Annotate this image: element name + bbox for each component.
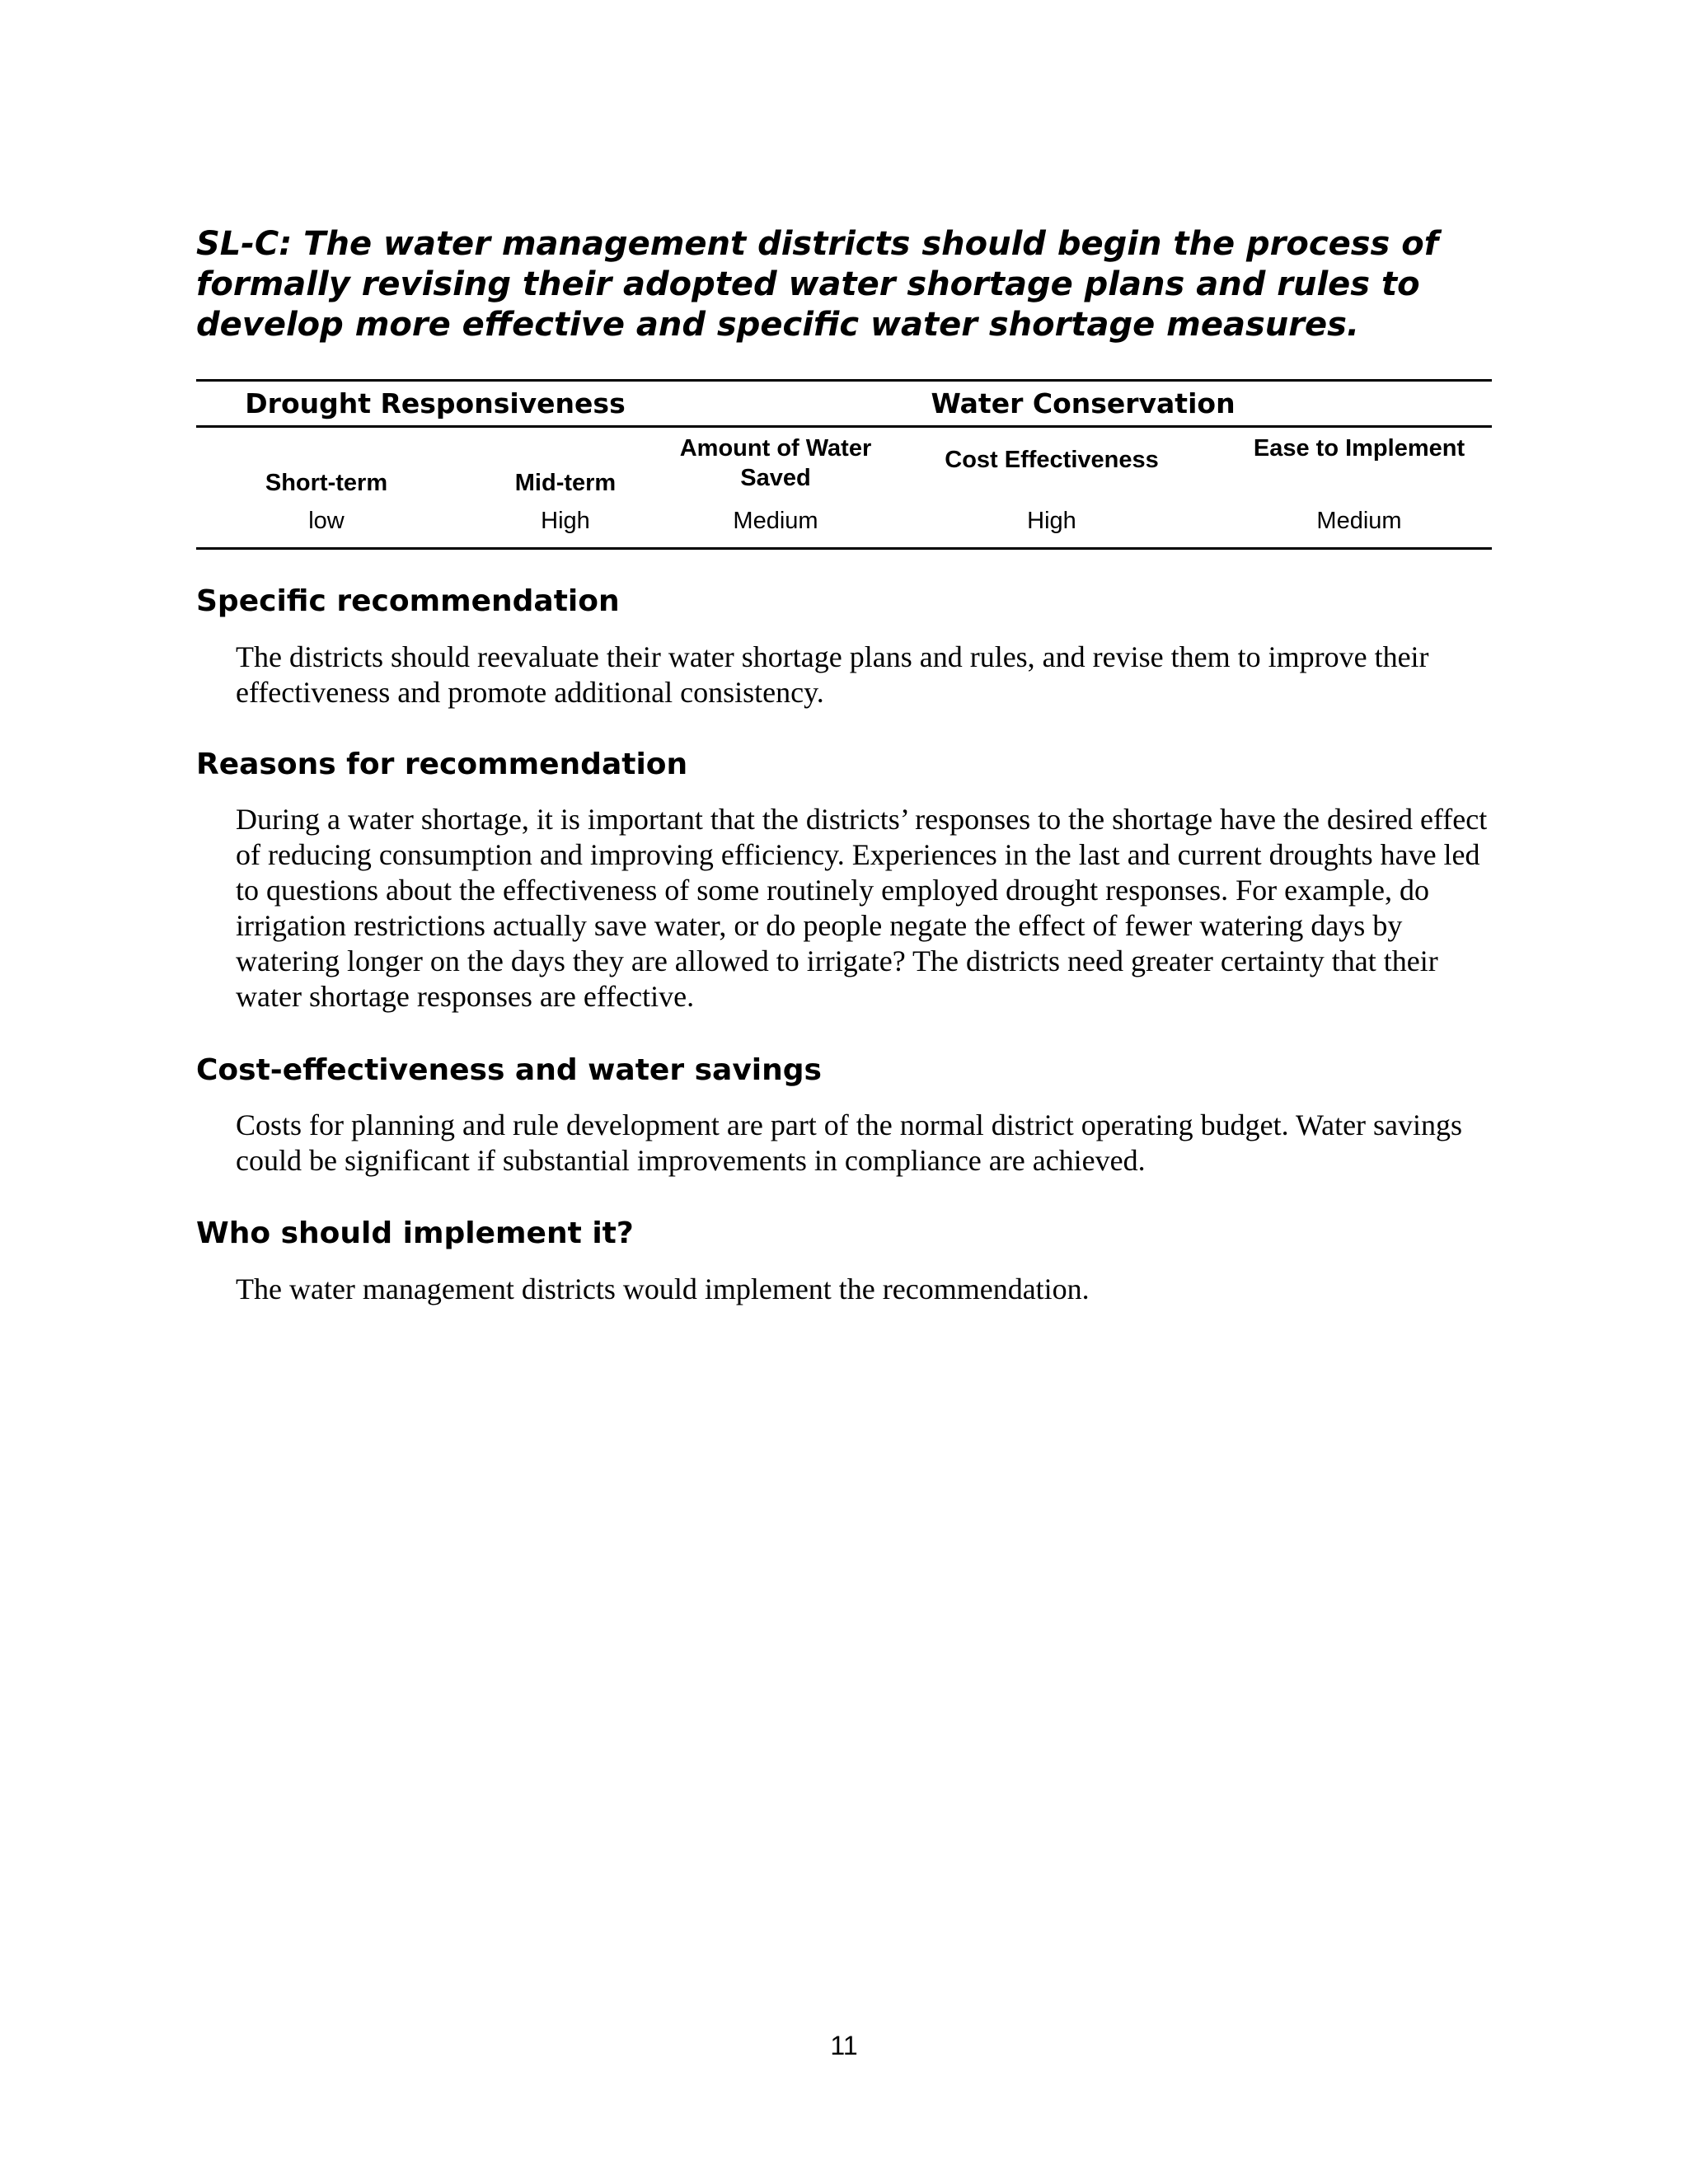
column-header-amount-of-water-saved: Amount of Water Saved: [679, 435, 872, 491]
rating-amount-of-water-saved: Medium: [733, 508, 818, 534]
group-header-water-conservation: Water Conservation: [931, 387, 1236, 419]
section-heading-reasons: Reasons for recommendation: [196, 748, 688, 781]
section-body-reasons: During a water shortage, it is important that the districts’ responses to the shortage have the desired effect of reducing consumption and improving efficiency. Experiences in the last and current droughts have led to questions about the effectiveness of some routinely employed drought responses. For example, do irrigation restrictions actually save water, or do people negate the effect of fewer watering days by watering longer on the days they are allowed to irrigate? The districts need greater certainty that their water shortage responses are effective.: [236, 803, 1488, 1013]
column-header-mid-term: Mid-term: [514, 470, 617, 496]
column-header-cost-effectiveness: Cost Effectiveness: [945, 447, 1159, 473]
document-page: [196, 0, 1492, 2184]
section-body-who-implements: The water management districts would implement the recommendation.: [236, 1272, 1090, 1305]
table-top-rule: [196, 379, 1492, 382]
column-header-short-term: Short-term: [265, 470, 388, 496]
rating-table: [196, 379, 1492, 550]
section-heading-cost-effectiveness: Cost-effectiveness and water savings: [196, 1053, 822, 1087]
table-bottom-rule: [196, 547, 1492, 550]
table-header-rule: [196, 425, 1492, 428]
section-heading-specific-recommendation: Specific recommendation: [196, 584, 620, 618]
group-header-drought-responsiveness: Drought Responsiveness: [245, 387, 626, 419]
rating-cost-effectiveness: High: [1027, 508, 1076, 534]
section-body-cost-effectiveness: Costs for planning and rule development are part of the normal district operating budget. Water savings could be significant if substantial improvements in compliance are achieved.: [236, 1108, 1463, 1177]
rating-ease-to-implement: Medium: [1316, 508, 1402, 534]
rating-short-term: low: [308, 508, 345, 534]
section-body-specific-recommendation: The districts should reevaluate their water shortage plans and rules, and revise them to improve their effectiveness and promote additional consistency.: [236, 640, 1429, 709]
recommendation-title: SL-C: The water management districts should begin the process of formally revising their adopted water shortage plans and rules to develop more effective and specific water shortage measures.: [196, 225, 1439, 344]
page-number: 11: [830, 2031, 858, 2060]
rating-mid-term: High: [541, 508, 590, 534]
section-heading-who-implements: Who should implement it?: [196, 1216, 634, 1250]
column-header-ease-to-implement: Ease to Implement: [1253, 435, 1465, 462]
